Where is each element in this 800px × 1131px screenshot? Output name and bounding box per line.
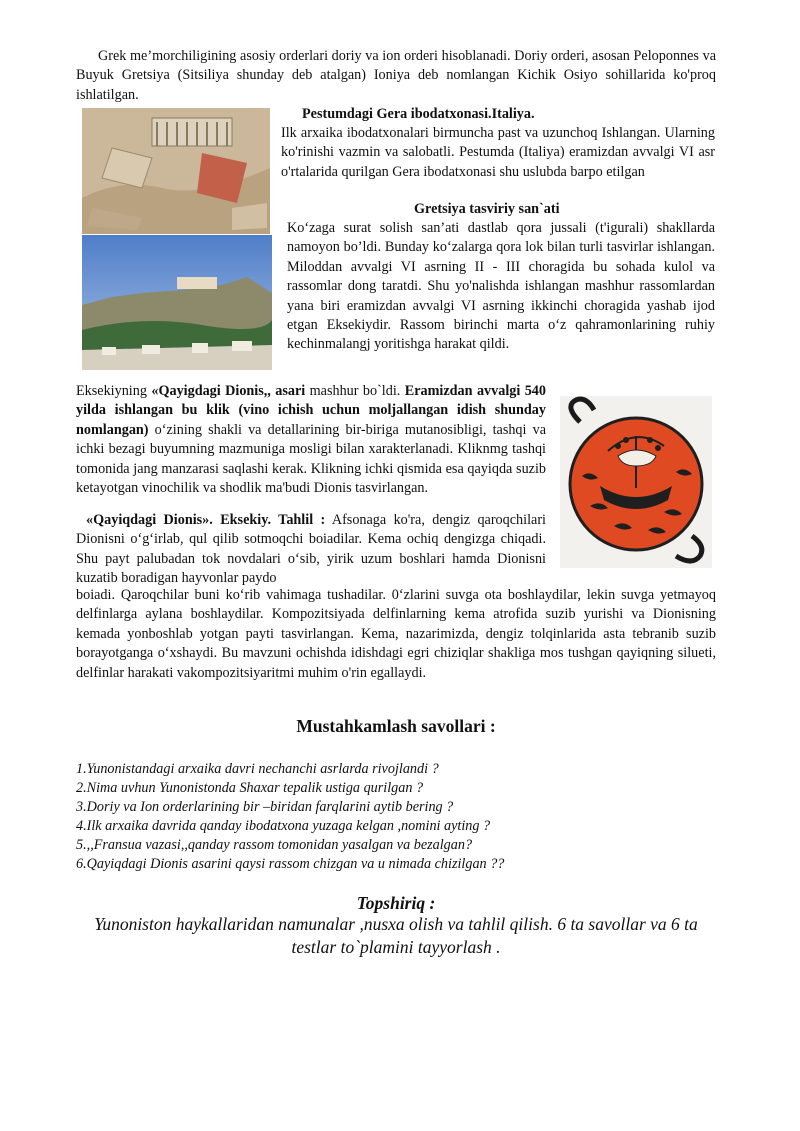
question-item: 3.Doriy va Ion orderlarining bir –biridan farqlarini aytib bering ? xyxy=(76,799,454,815)
question-item: 5.,,Fransua vazasi,,qanday rassom tomonidan yasalgan va bezalgan? xyxy=(76,837,473,853)
acropolis-image xyxy=(82,235,272,370)
analysis-text-a: Afsonaga ko'ra, dengiz qaroqchilari Dionisni o‘g‘irlab, qul qilib sotmoqchi boiadilar. Kema ochiq dengizga chiqadi. Shu payt palubadan tok novdalari o‘sib, yirik uzum boshlari hamda Dionisni kuzatib boradigan hayvonlar paydo xyxy=(76,512,546,587)
analysis-continuation: boiadi. Qaroqchilar buni ko‘rib vahimaga tushadilar. 0‘zlarini suvga ota boshlaydilar, lekin suvga yetmayoq delfinlarga aylana boshlaydilar. Kompozitsiyada delfinlarning kema atrofida suzib yurishi va Dionisning kemada yonboshlab yotgan payti tasvirlangan. Kema, nazarimizda, dengiz tolqinlarida asta tebranib suzib borayotganga o‘xshaydi. Bu mavzuni ochishda idishdagi egri chiziqlar shakliga mos tushgan qayiqning silueti, delfinlar harakati vakompozitsiyaritmi muhim o'rin egallaydi. xyxy=(76,587,716,681)
question-item: 4.Ilk arxaika davrida qanday ibodatxona yuzaga kelgan ,nomini ayting ? xyxy=(76,818,491,834)
exekias-date-bold: Eramizdan avvalgi 540 yilda ishlangan bu klik (vino ichish uchun moljallangan idish shunday nomlangan) xyxy=(76,383,546,438)
exekias-title: «Qayigdagi Dionis,, asari xyxy=(151,383,306,399)
questions-heading: Mustahkamlash savollari : xyxy=(296,716,496,736)
dionysus-kylix-image xyxy=(560,396,712,568)
analysis-paragraph xyxy=(76,511,546,589)
exekias-text-c: mashhur bo`ldi. xyxy=(305,383,405,399)
task-text: Yunoniston haykallaridan namunalar ,nusxa olish va tahlil qilish. 6 ta savollar va 6 ta testlar to`plamini tayyorlash . xyxy=(94,914,698,957)
art-heading: Gretsiya tasviriy san`ati xyxy=(414,201,560,217)
exekias-paragraph xyxy=(76,382,546,498)
question-item: 2.Nima uvhun Yunonistonda Shaxar tepalik ustiga qurilgan ? xyxy=(76,780,424,796)
hera-paragraph: Ilk arxaika ibodatxonalari birmuncha past va uzunchoq Ishlangan. Ularning ko'rinishi vazmin va salobatli. Pestumda (Italiya) eramizdan avvalgi VI asr o'rtalarida qurilgan Gera ibodatxonasi shu uslubda barpo etilgan xyxy=(281,125,715,180)
analysis-title: «Qayiqdagi Dionis». Eksekiy. Tahlil : xyxy=(86,512,326,528)
exekias-text-a: Eksekiyning xyxy=(76,383,152,399)
exekias-text-e: o‘zining shakli va detallarining bir-biriga mutanosibligi, tashqi va ichki bezagi buyumning mazmuniga mosligi bilan xarakterlanadi. Kliknmg tashqi tomonida jang manzarasi saqlashi kerak. Klikning ichki qismida esa qayiqda suzib ketayotgan vinochilik va shodlik ma'budi Dionis tasvirlangan. xyxy=(76,421,546,497)
task-heading: Topshiriq : xyxy=(356,893,436,913)
art-paragraph: Ko‘zaga surat solish san’ati dastlab qora jussali (t'igurali) shakllarda namoyon bo’ldi. Bunday ko‘zalarga qora lok bilan turli tasvirlar ishlangan. Miloddan avvalgi VI asrning II - III choragida bu sohada kulol va rassomlar dong taratdi. Shu yo'nalishda ishlangan mashhur rassomlardan yana biri eramizdan avvalgi VI asrning ikkinchi choragida yashab ijod etgan Eksekiydir. Rassom birinchi marta o‘z qahramonlarining ruhiy kechinmalangj yoritishga harakat qildi. xyxy=(287,220,715,353)
questions-list xyxy=(76,760,716,874)
intro-paragraph: Grek me’morchiligining asosiy orderlari doriy va ion orderi hisoblanadi. Doriy orderi, asosan Peloponnes va Buyuk Gretsiya (Sitsiliya shunday deb atalgan) Ioniya deb nomlangan Kichik Osiyo sohillarida ko'proq ishlatilgan. xyxy=(76,48,716,103)
paestum-temple-image xyxy=(82,108,270,234)
question-item: 1.Yunonistandagi arxaika davri nechanchi asrlarda rivojlandi ? xyxy=(76,761,439,777)
hera-heading: Pestumdagi Gera ibodatxonasi.Italiya. xyxy=(302,106,535,122)
question-item: 6.Qayiqdagi Dionis asarini qaysi rassom chizgan va u nimada chizilgan ?? xyxy=(76,856,505,872)
